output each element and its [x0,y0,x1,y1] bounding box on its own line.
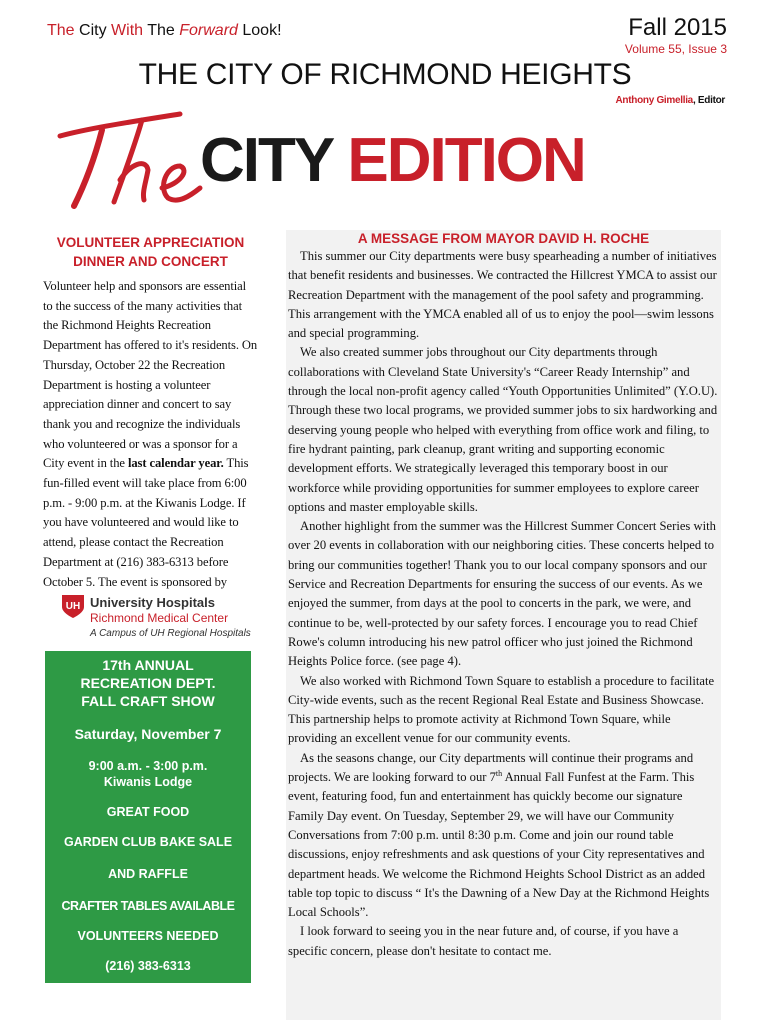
volunteer-body-part1: Volunteer help and sponsors are essential to the success of the many activities that the Richmond Heights Recreation Department has offered to it's residents. On Thursday, October 22 the Recreation Department is hosting a volunteer appreciation dinner and concert to say thank you and recognize the individuals who volunteered or was a sponsor for a City event in the [43,279,258,471]
craft-title-3: FALL CRAFT SHOW [81,693,215,709]
volunteer-body-bold: last calendar year. [127,456,224,471]
craft-time: 9:00 a.m. - 3:00 p.m. [88,759,208,773]
volunteer-heading-line2: DINNER AND CONCERT [73,254,228,269]
mayor-p5-b: Annual Fall Funfest at the Farm. This event, featuring food, fun and entertainment has quickly become our signature Family Day event. On Tuesday, September 29, we will have our Community Conversations from 7:00 p.m. until 8:30 p.m. Come and join our round table discussions, enjoy refreshments and ask questions of your City representatives and department heads. We welcome the Richmond Heights School District as an added table top topic to discuss “ It's the Dawning of a New Day at the Richmond Heights Local Schools”. [288,770,710,920]
craft-bake-2: AND RAFFLE [108,867,188,881]
uh-mark-text: UH [65,601,81,612]
craft-place: Kiwanis Lodge [103,775,193,789]
sponsor-line2: Richmond Medical Center [90,611,229,625]
craft-bake-1: GARDEN CLUB BAKE SALE [63,835,233,849]
tagline-word: Look! [242,22,282,39]
craft-crafters: CRAFTER TABLES AVAILABLE [61,899,235,913]
masthead-city-edition [200,126,585,196]
uh-shield-icon [60,593,86,619]
sponsor-logo [60,591,260,643]
mayor-paragraph: Another highlight from the summer was the Hillcrest Summer Concert Series with over 20 events in collaboration with our neighboring cities. These concerts helped to bring our communities together! Thank you to our local company sponsors and our Service and Recreation Departments for ensuring the success of our events. As we enjoyed the summer, from days at the pool to concerts in the park, we were, and continue to be, well-protected by our safety forces. I encourage you to read Chief Rowe's column introducing his new patrol officer who just joined the Richmond Heights Police force. (see page 4). [288,519,716,669]
masthead-edition: EDITION [347,126,585,195]
volunteer-heading-line1: VOLUNTEER APPRECIATION [56,235,245,250]
tagline-word: The [47,22,75,39]
sponsor-line3: A Campus of UH Regional Hospitals [90,628,251,639]
craft-food: GREAT FOOD [106,805,190,819]
editor-credit [616,95,725,106]
editor-role: , Editor [692,95,725,106]
sponsor-line1: University Hospitals [90,595,215,610]
tagline-word: The [147,22,175,39]
volunteer-body-part2: This fun-filled event will take place from 6:00 p.m. - 9:00 p.m. at the Kiwanis Lodge. If you have volunteered and would like to attend, please contact the Recreation Department at (216) 383-6313 before October 5. The event is sponsored by [43,456,249,589]
volunteer-article [43,233,258,592]
mayor-p5-sup: th [495,768,503,778]
mayor-message [286,230,721,1020]
volunteer-heading [43,233,258,271]
mayor-paragraph: This summer our City departments were busy spearheading a number of initiatives that benefit residents and businesses. We contracted the Hillcrest YMCA to assist our Recreation Department with the management of the pool safety and programming. This arrangement with the YMCA enabled all of us to enjoy the pool—swim lessons and special programming. [288,249,717,341]
tagline-word: With [111,22,144,39]
mayor-paragraph: We also created summer jobs throughout our City departments through collaborations with Cleveland State University's “Career Ready Internship” and through the local non-profit agency called “Youth Opportunities Unlimited” (Y.O.U). Through these two local programs, we provided summer jobs to six hardworking and deserving young people who helped with everything from office work and filing, to fire hydrant painting, park cleanup, grant writing and supporting economic development efforts. We strategically leveraged this temporary boost in our workforce while providing opportunities for summer employees to explore career options and master employable skills. [288,345,718,514]
mayor-p5-a: As the seasons change, our City departments will continue their programs and projects. We are looking forward to our 7 [288,750,694,785]
craft-date: Saturday, November 7 [74,726,222,742]
craft-phone: (216) 383-6313 [105,959,191,973]
city-name-title: THE CITY OF RICHMOND HEIGHTS [138,58,632,91]
the-script-logo [50,108,220,216]
mayor-heading: A MESSAGE FROM MAYOR DAVID H. ROCHE [357,231,650,246]
craft-title-2: RECREATION DEPT. [80,675,216,691]
tagline [47,22,282,40]
issue-season: Fall 2015 [628,14,727,41]
tagline-word: City [79,22,107,39]
issue-info [625,14,727,56]
mayor-paragraph [288,749,719,923]
editor-name: Anthony Gimellia [615,95,693,106]
craft-title-1: 17th ANNUAL [102,657,194,673]
masthead-city: CITY [200,126,333,195]
mayor-paragraph: We also worked with Richmond Town Square to establish a procedure to facilitate City-wide events, such as the recent Regional Real Estate and Business Showcase. This partnership helps to promote activity at Richmond Town Square, while providing an excellent venue for our community events. [288,673,715,746]
volunteer-body [43,277,258,592]
tagline-word: Forward [179,22,238,39]
issue-volume: Volume 55, Issue 3 [624,42,727,56]
craft-volunteers: VOLUNTEERS NEEDED [77,929,219,943]
craft-show-box [45,651,251,983]
mayor-paragraph: I look forward to seeing you in the near future and, of course, if you have a specific concern, please don't hesitate to contact me. [288,924,679,958]
mayor-body [286,247,721,961]
